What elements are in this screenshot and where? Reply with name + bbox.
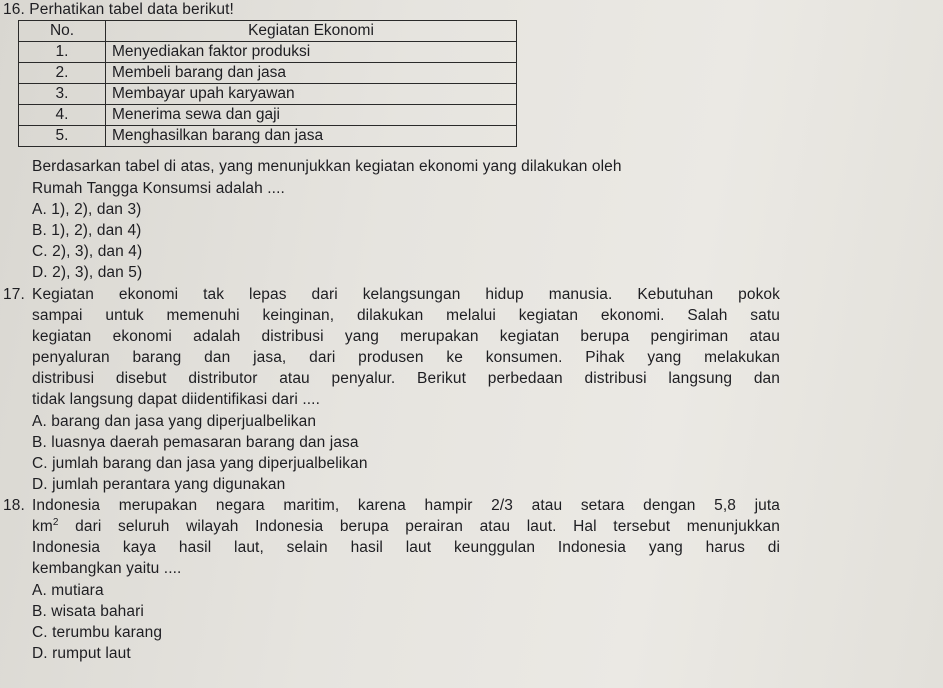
table-cell-no: 5. bbox=[19, 126, 106, 147]
q16-number: 16. bbox=[3, 1, 25, 18]
option-letter: D. bbox=[32, 264, 48, 281]
option-letter: B. bbox=[32, 434, 47, 451]
q17-stem-line: distribusi disebut distributor atau penyalur. Berikut perbedaan distribusi langsung dan bbox=[32, 370, 780, 387]
q17-stem-line: tidak langsung dapat diidentifikasi dari .... bbox=[32, 391, 320, 408]
economic-activities-table bbox=[18, 20, 517, 147]
q16-header bbox=[3, 1, 234, 19]
option-letter: D. bbox=[32, 476, 48, 493]
q17-stem-line: Kegiatan ekonomi tak lepas dari kelangsungan hidup manusia. Kebutuhan pokok bbox=[32, 286, 780, 303]
option-text: 1), 2), dan 4) bbox=[51, 222, 142, 239]
table-row bbox=[19, 105, 517, 126]
option-text: jumlah perantara yang digunakan bbox=[52, 476, 286, 493]
option-text: terumbu karang bbox=[52, 624, 163, 641]
q17-stem-line: sampai untuk memenuhi keinginan, dilakukan melalui kegiatan ekonomi. Salah satu bbox=[32, 307, 780, 324]
q17-option-d[interactable] bbox=[32, 476, 285, 494]
q17-option-a[interactable] bbox=[32, 413, 316, 431]
option-text: barang dan jasa yang diperjualbelikan bbox=[51, 413, 317, 430]
q16-option-d[interactable] bbox=[32, 264, 142, 282]
table-cell-no: 2. bbox=[19, 63, 106, 84]
table-cell-activity: Membayar upah karyawan bbox=[106, 84, 517, 105]
option-text: 1), 2), dan 3) bbox=[51, 201, 142, 218]
option-letter: A. bbox=[32, 582, 47, 599]
table-header-activity: Kegiatan Ekonomi bbox=[106, 21, 517, 42]
option-text: rumput laut bbox=[52, 645, 131, 662]
q18-stem-line4: kembangkan yaitu .... bbox=[32, 560, 182, 577]
q16-option-b[interactable] bbox=[32, 222, 141, 240]
q16-intro: Perhatikan tabel data berikut! bbox=[29, 1, 234, 18]
option-letter: C. bbox=[32, 455, 48, 472]
unit-km: km bbox=[32, 518, 53, 535]
option-text: mutiara bbox=[51, 582, 104, 599]
table-cell-no: 3. bbox=[19, 84, 106, 105]
q17-number: 17. bbox=[3, 286, 25, 303]
table-header-row bbox=[19, 21, 517, 42]
option-letter: C. bbox=[32, 624, 48, 641]
option-text: 2), 3), dan 5) bbox=[52, 264, 143, 281]
q17-stem-line: kegiatan ekonomi adalah distribusi yang merupakan kegiatan berupa pengiriman atau bbox=[32, 328, 780, 345]
q17-option-c[interactable] bbox=[32, 455, 368, 473]
table-row bbox=[19, 42, 517, 63]
q18-stem-line1: Indonesia merupakan negara maritim, karena hampir 2/3 atau setara dengan 5,8 juta bbox=[32, 497, 780, 514]
option-letter: B. bbox=[32, 222, 47, 239]
option-letter: A. bbox=[32, 201, 47, 218]
q18-stem-line3: Indonesia kaya hasil laut, selain hasil laut keunggulan Indonesia yang harus di bbox=[32, 539, 780, 556]
q18-option-b[interactable] bbox=[32, 603, 144, 621]
option-letter: A. bbox=[32, 413, 47, 430]
table-cell-activity: Menghasilkan barang dan jasa bbox=[106, 126, 517, 147]
q18-option-c[interactable] bbox=[32, 624, 162, 642]
option-text: luasnya daerah pemasaran barang dan jasa bbox=[51, 434, 359, 451]
q16-stem-line1: Berdasarkan tabel di atas, yang menunjukkan kegiatan ekonomi yang dilakukan oleh bbox=[32, 158, 622, 175]
q18-stem-line2 bbox=[32, 518, 780, 536]
option-letter: D. bbox=[32, 645, 48, 662]
option-text: 2), 3), dan 4) bbox=[52, 243, 143, 260]
option-letter: B. bbox=[32, 603, 47, 620]
q16-option-c[interactable] bbox=[32, 243, 142, 261]
table-cell-activity: Menyediakan faktor produksi bbox=[106, 42, 517, 63]
option-text: wisata bahari bbox=[51, 603, 144, 620]
q18-option-d[interactable] bbox=[32, 645, 131, 663]
table-row bbox=[19, 84, 517, 105]
q17-stem-line: penyaluran barang dan jasa, dari produsen ke konsumen. Pihak yang melakukan bbox=[32, 349, 780, 366]
table-header-no: No. bbox=[19, 21, 106, 42]
q16-stem-line2: Rumah Tangga Konsumsi adalah .... bbox=[32, 180, 285, 197]
q18-option-a[interactable] bbox=[32, 582, 104, 600]
unit-exponent: 2 bbox=[52, 516, 59, 528]
option-letter: C. bbox=[32, 243, 48, 260]
table-cell-no: 1. bbox=[19, 42, 106, 63]
option-text: jumlah barang dan jasa yang diperjualbelikan bbox=[52, 455, 368, 472]
table-cell-activity: Membeli barang dan jasa bbox=[106, 63, 517, 84]
q16-option-a[interactable] bbox=[32, 201, 141, 219]
q18-stem-line2-text: dari seluruh wilayah Indonesia berupa perairan atau laut. Hal tersebut menunjukkan bbox=[58, 518, 780, 535]
table-row bbox=[19, 63, 517, 84]
q18-number: 18. bbox=[3, 497, 25, 514]
q17-option-b[interactable] bbox=[32, 434, 359, 452]
table-cell-no: 4. bbox=[19, 105, 106, 126]
table-cell-activity: Menerima sewa dan gaji bbox=[106, 105, 517, 126]
table-row bbox=[19, 126, 517, 147]
